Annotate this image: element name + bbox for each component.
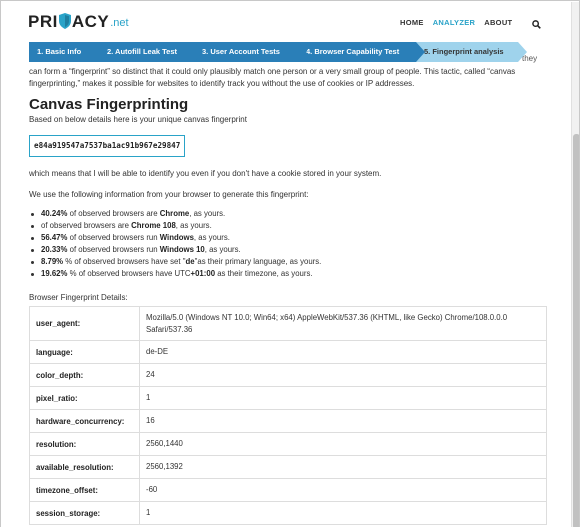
main-nav	[400, 18, 521, 27]
detail-key: hardware_concurrency:	[30, 410, 140, 433]
bullet-icon	[31, 261, 34, 264]
logo-suffix: .net	[110, 17, 129, 29]
stat-desc: % of observed browsers have set "	[63, 257, 186, 266]
step-label: 2. Autofill Leak Test	[107, 47, 178, 56]
detail-key: user_agent:	[30, 307, 140, 341]
detail-key: color_depth:	[30, 364, 140, 387]
step-3[interactable]	[194, 42, 298, 62]
stat-suffix: , as yours.	[175, 221, 212, 230]
detail-key: resolution:	[30, 433, 140, 456]
step-label: 3. User Account Tests	[202, 47, 280, 56]
detail-key: pixel_ratio:	[30, 387, 140, 410]
step-arrow-icon	[194, 42, 203, 62]
stat-percent: 19.62%	[41, 269, 68, 278]
detail-key: language:	[30, 341, 140, 364]
detail-value: 24	[140, 364, 547, 387]
stat-percent: 56.47%	[41, 233, 68, 242]
step-label: 5. Fingerprint analysis	[424, 47, 504, 56]
stat-desc: of observed browsers run	[67, 233, 160, 242]
stat-value: Chrome 108	[131, 221, 176, 230]
site-header	[2, 2, 571, 42]
stat-text	[41, 268, 313, 280]
table-row	[30, 307, 547, 341]
stat-suffix: "as their primary language, as yours.	[194, 257, 322, 266]
stat-suffix: , as yours.	[189, 209, 226, 218]
bullet-icon	[31, 213, 34, 216]
detail-value: Mozilla/5.0 (Windows NT 10.0; Win64; x64) AppleWebKit/537.36 (KHTML, like Gecko) Chrome/108.0.0.0 Safari/537.36	[140, 307, 547, 341]
stat-desc: of observed browsers are	[67, 209, 160, 218]
nav-about[interactable]: ABOUT	[484, 18, 513, 27]
section-title: Canvas Fingerprinting	[29, 96, 189, 113]
step-label: 1. Basic Info	[37, 47, 82, 56]
detail-key: session_storage:	[30, 502, 140, 525]
step-arrow-icon	[99, 42, 108, 62]
bullet-icon	[31, 225, 34, 228]
stat-text	[41, 256, 321, 268]
details-title: Browser Fingerprint Details:	[29, 293, 128, 302]
intro-paragraph: can form a “fingerprint” so distinct that it could only plausibly match one person or a very small group of people. This tactic, called “canvas fingerprinting,” makes it possible for websites to identify track you without the use of cookies or IP addresses.	[29, 67, 516, 88]
step-1[interactable]	[29, 42, 99, 62]
table-row	[30, 433, 547, 456]
stat-item	[31, 256, 321, 268]
analyzer-steps	[29, 42, 518, 62]
stat-text	[41, 208, 225, 220]
truncated-text: they	[522, 54, 538, 63]
detail-key: timezone_offset:	[30, 479, 140, 502]
stat-item	[31, 232, 321, 244]
fingerprint-hash: e84a919547a7537ba1ac91b967e29847	[29, 135, 185, 157]
identify-text: which means that I will be able to identify you even if you don't have a cookie stored in your system.	[29, 169, 382, 178]
detail-value: 2560,1392	[140, 456, 547, 479]
detail-value: de-DE	[140, 341, 547, 364]
stat-item	[31, 220, 321, 232]
bullet-icon	[31, 237, 34, 240]
step-4[interactable]	[298, 42, 416, 62]
detail-value: 16	[140, 410, 547, 433]
table-row	[30, 502, 547, 525]
stat-value: Chrome	[159, 209, 190, 218]
site-logo[interactable]	[28, 12, 129, 34]
we-use-text: We use the following information from your browser to generate this fingerprint:	[29, 190, 309, 199]
detail-key: available_resolution:	[30, 456, 140, 479]
bullet-icon	[31, 249, 34, 252]
stat-suffix: , as yours.	[204, 245, 241, 254]
shield-icon	[59, 13, 71, 34]
detail-value: 2560,1440	[140, 433, 547, 456]
table-row	[30, 387, 547, 410]
stat-suffix: as their timezone, as yours.	[215, 269, 313, 278]
stat-item	[31, 208, 321, 220]
step-label: 4. Browser Capability Test	[306, 47, 400, 56]
stat-item	[31, 268, 321, 280]
detail-value: -60	[140, 479, 547, 502]
stat-desc: % of observed browsers have UTC	[67, 269, 191, 278]
search-icon[interactable]	[532, 16, 541, 34]
stat-percent: 20.33%	[41, 245, 68, 254]
step-arrow-icon	[518, 42, 527, 62]
table-row	[30, 341, 547, 364]
nav-home[interactable]: HOME	[400, 18, 424, 27]
stat-value: de	[185, 257, 195, 266]
stat-percent: 8.79%	[41, 257, 64, 266]
stat-value: Windows 10	[159, 245, 205, 254]
step-2[interactable]	[99, 42, 194, 62]
nav-analyzer[interactable]: ANALYZER	[432, 18, 476, 27]
table-row	[30, 456, 547, 479]
stat-text	[41, 220, 212, 232]
scrollbar-thumb[interactable]	[573, 134, 580, 527]
logo-text-pre: PRI	[28, 12, 58, 31]
stat-value: +01:00	[190, 269, 216, 278]
stat-desc: of observed browsers run	[67, 245, 160, 254]
detail-value: 1	[140, 387, 547, 410]
detail-value: 1	[140, 502, 547, 525]
table-row	[30, 479, 547, 502]
stat-text	[41, 244, 241, 256]
stat-value: Windows	[159, 233, 194, 242]
step-5[interactable]	[416, 42, 518, 62]
stat-text	[41, 232, 230, 244]
stat-percent: 40.24%	[41, 209, 68, 218]
table-row	[30, 364, 547, 387]
browser-stats-list	[31, 208, 321, 280]
bullet-icon	[31, 273, 34, 276]
fingerprint-details-table	[29, 306, 547, 525]
logo-text-post: ACY	[71, 12, 110, 31]
step-arrow-icon	[298, 42, 307, 62]
section-subtitle: Based on below details here is your unique canvas fingerprint	[29, 115, 247, 124]
scrollbar[interactable]	[571, 2, 580, 527]
stat-suffix: , as yours.	[193, 233, 230, 242]
step-arrow-icon	[416, 42, 425, 62]
stat-desc: of observed browsers are	[41, 221, 132, 230]
table-row	[30, 410, 547, 433]
stat-item	[31, 244, 321, 256]
